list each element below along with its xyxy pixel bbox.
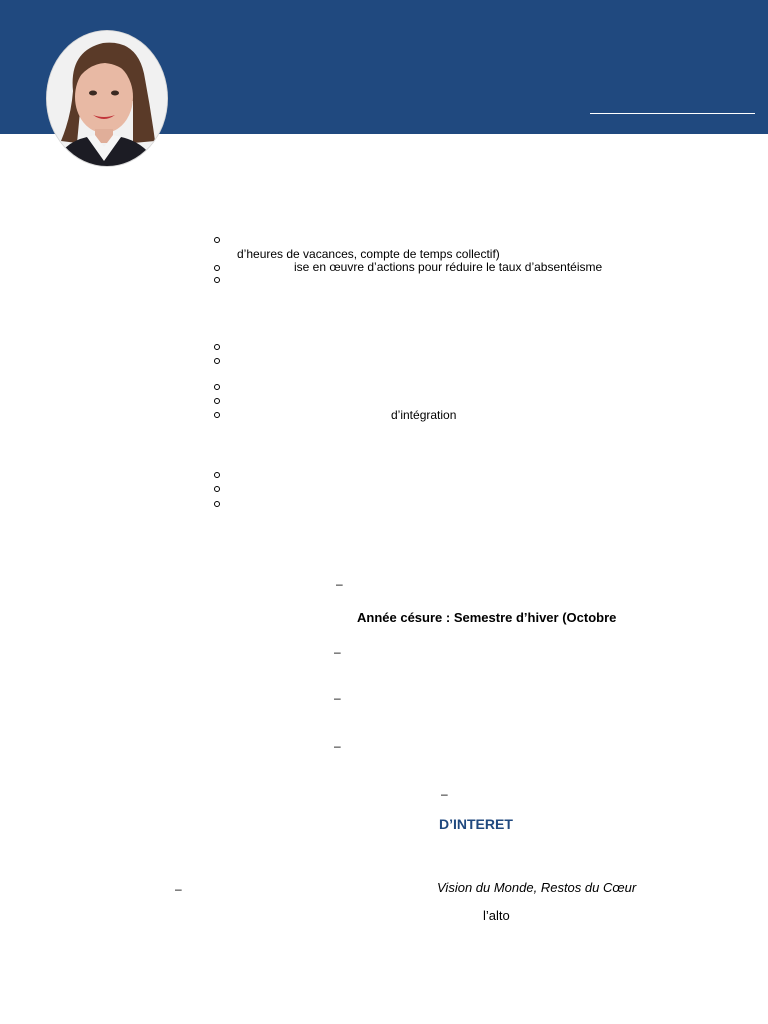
header-divider-line: [590, 113, 755, 114]
list-bullet: [214, 412, 220, 418]
list-bullet: [214, 358, 220, 364]
gap-year-line: Année césure : Semestre d’hiver (Octobre: [357, 610, 617, 625]
instrument-text: l’alto: [483, 908, 510, 923]
profile-photo-icon: [47, 31, 167, 166]
list-bullet: [214, 501, 220, 507]
dash-separator: –: [334, 645, 341, 659]
list-item: d’heures de vacances, compte de temps collectif): [237, 247, 500, 261]
list-item: d’intégration: [391, 408, 457, 422]
dash-separator: –: [441, 787, 448, 801]
list-bullet: [214, 398, 220, 404]
dash-separator: –: [334, 691, 341, 705]
list-bullet: [214, 265, 220, 271]
dash-separator: –: [336, 577, 343, 591]
list-bullet: [214, 472, 220, 478]
list-bullet: [214, 486, 220, 492]
list-bullet: [214, 344, 220, 350]
list-bullet: [214, 277, 220, 283]
volunteering-text: Vision du Monde, Restos du Cœur: [437, 880, 637, 895]
profile-photo: [47, 31, 167, 166]
section-heading-interests: D’INTERET: [439, 816, 513, 832]
dash-separator: –: [334, 739, 341, 753]
list-bullet: [214, 384, 220, 390]
list-bullet: [214, 237, 220, 243]
list-item: ise en œuvre d’actions pour réduire le taux d’absentéisme: [294, 260, 603, 274]
dash-separator: –: [175, 882, 182, 896]
